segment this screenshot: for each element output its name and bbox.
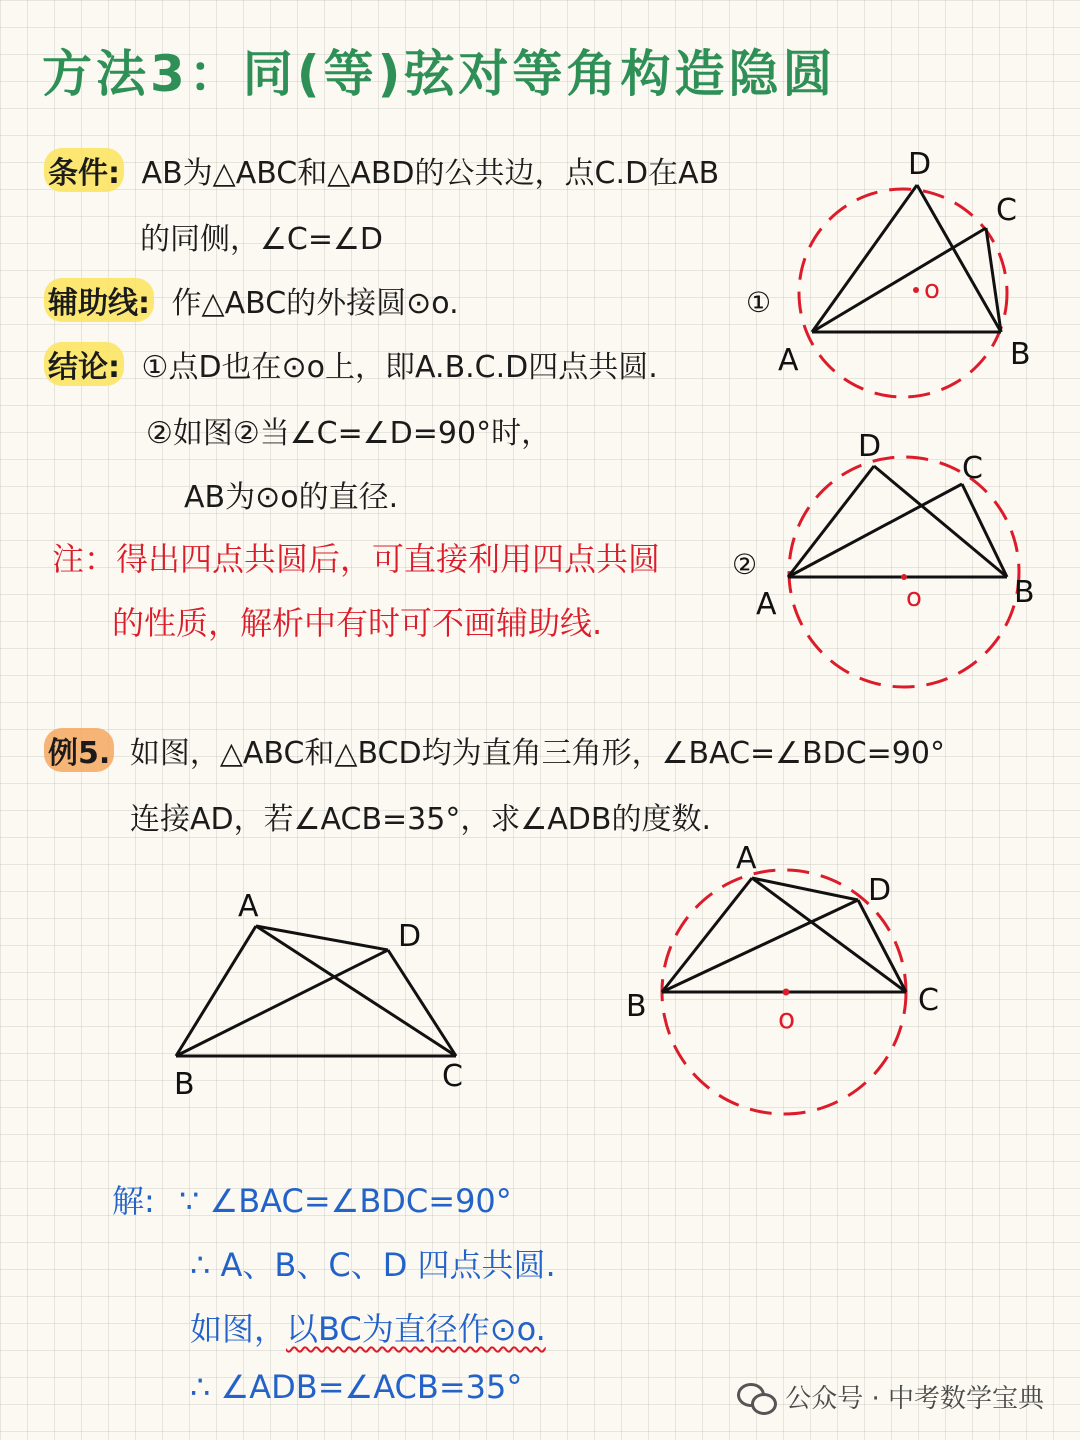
fig3-label-d: D <box>398 919 422 954</box>
fig2-label-d: D <box>858 429 882 464</box>
fig1-circle <box>799 189 1007 397</box>
fig2-label-o: o <box>906 583 922 613</box>
conclusion-line-2: ②如图②当∠C=∠D=90°时， <box>146 416 552 451</box>
example-section <box>44 728 945 772</box>
example-line-1: 如图，△ABC和△BCD均为直角三角形，∠BAC=∠BDC=90° <box>129 736 945 771</box>
fig4-center-dot <box>783 989 790 996</box>
fig4-line-bd <box>662 900 858 992</box>
figure-4 <box>620 840 960 1140</box>
conclusion-label: 结论: <box>44 342 124 386</box>
fig1-label-d: D <box>908 147 932 182</box>
solution-line-2: ∴ A、B、C、D 四点共圆. <box>190 1246 556 1284</box>
watermark-text: 公众号 · 中考数学宝典 <box>785 1384 1044 1414</box>
figure-1 <box>740 140 1060 410</box>
fig1-line-ad <box>812 185 917 332</box>
aux-section <box>44 278 459 322</box>
condition-label: 条件: <box>44 148 124 192</box>
aux-label: 辅助线: <box>44 278 154 322</box>
fig1-line-ac <box>812 228 986 332</box>
fig2-center-dot <box>901 574 907 580</box>
watermark <box>737 1378 1044 1415</box>
figure-2 <box>726 424 1056 694</box>
fig3-label-c: C <box>442 1059 463 1094</box>
fig2-line-cb <box>962 484 1007 577</box>
fig3-label-a: A <box>238 889 259 924</box>
solution-line-1 <box>112 1176 512 1222</box>
aux-text: 作△ABC的外接圆⊙o. <box>171 286 459 321</box>
solution-reason-1: ∵ ∠BAC=∠BDC=90° <box>178 1182 512 1220</box>
solution-line-3-prefix: 如图， <box>190 1310 287 1348</box>
fig1-marker: ① <box>746 286 772 319</box>
fig2-label-b: B <box>1014 575 1035 610</box>
fig1-label-o: o <box>924 275 940 305</box>
example-line-2: 连接AD，若∠ACB=35°，求∠ADB的度数. <box>130 802 711 837</box>
solution-label: 解: <box>112 1182 155 1220</box>
fig3-label-b: B <box>174 1067 195 1102</box>
fig1-label-a: A <box>778 343 799 378</box>
fig1-label-c: C <box>996 193 1017 228</box>
condition-line-2: 的同侧，∠C=∠D <box>140 222 383 257</box>
fig2-marker: ② <box>732 548 758 581</box>
fig2-line-ac <box>788 484 962 577</box>
note-line-2: 的性质，解析中有时可不画辅助线. <box>112 604 603 642</box>
condition-line-1: AB为△ABC和△ABD的公共边，点C.D在AB <box>141 156 720 191</box>
fig4-label-d: D <box>868 873 892 908</box>
conclusion-line-1: ①点D也在⊙o上，即A.B.C.D四点共圆. <box>141 350 658 385</box>
solution-line-3-underlined: 以BC为直径作⊙o. <box>286 1310 546 1348</box>
fig4-label-a: A <box>736 841 757 876</box>
solution-line-3 <box>190 1304 546 1350</box>
figure-3 <box>160 880 490 1120</box>
page-title: 方法3：同(等)弦对等角构造隐圆 <box>42 45 837 103</box>
fig2-label-a: A <box>756 587 777 622</box>
wechat-icon <box>737 1381 777 1413</box>
fig1-center-dot <box>913 287 919 293</box>
fig2-label-c: C <box>962 451 983 486</box>
example-label: 例5. <box>44 728 114 772</box>
fig1-label-b: B <box>1010 337 1031 372</box>
fig4-line-dc <box>858 900 906 992</box>
condition-section <box>44 148 719 192</box>
note-line-1: 注：得出四点共圆后，可直接利用四点共圆 <box>52 540 661 578</box>
fig4-label-b: B <box>626 989 647 1024</box>
conclusion-line-3: AB为⊙o的直径. <box>184 480 399 515</box>
fig4-label-o: o <box>778 1002 796 1035</box>
conclusion-section <box>44 342 658 386</box>
fig3-line-dc <box>388 950 456 1056</box>
fig4-label-c: C <box>918 983 939 1018</box>
solution-line-4: ∴ ∠ADB=∠ACB=35° <box>190 1368 523 1406</box>
